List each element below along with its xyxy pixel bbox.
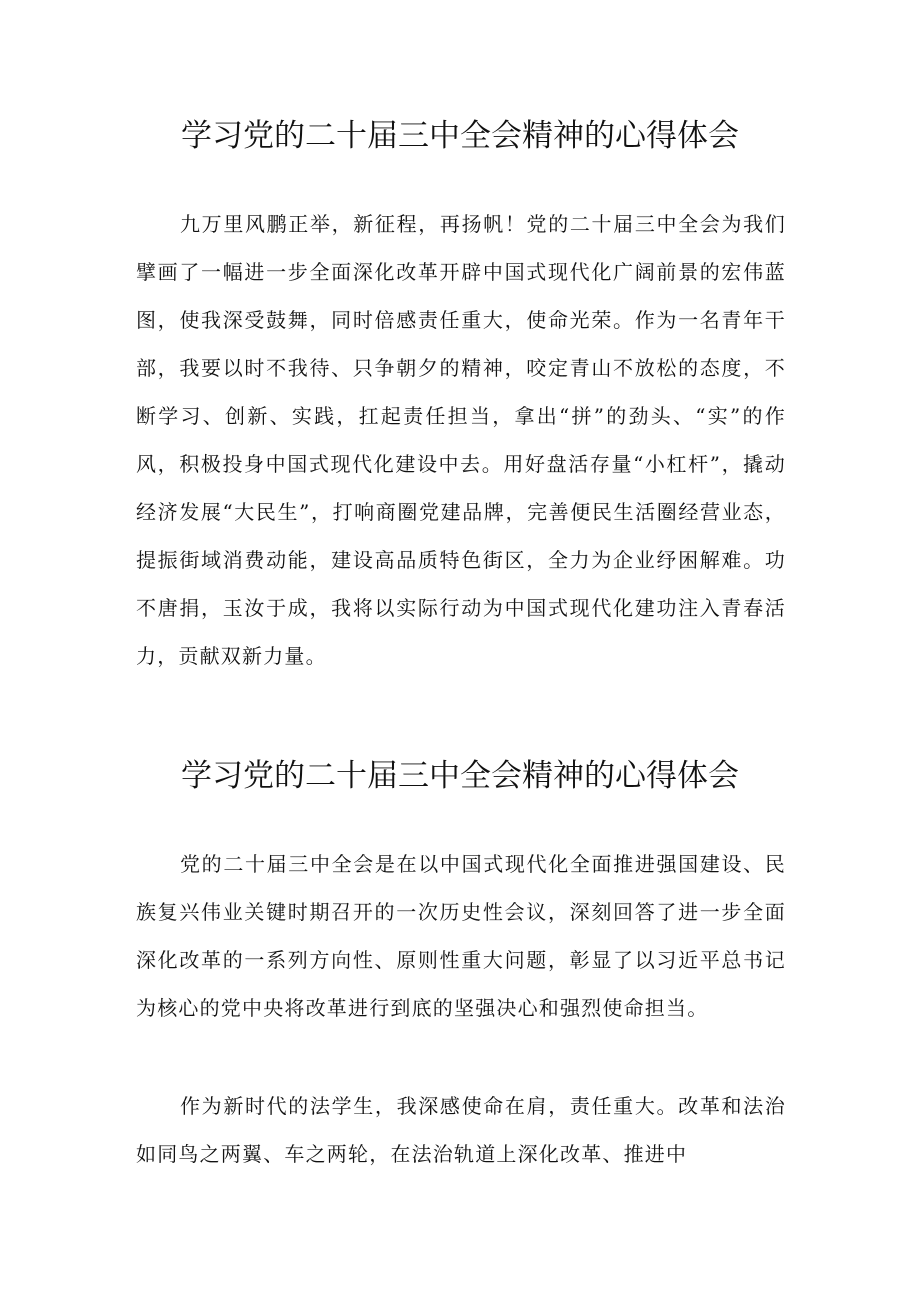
section-2-title: 学习党的二十届三中全会精神的心得体会	[181, 758, 739, 794]
section-1-paragraph-1: 九万里风鹏正举，新征程，再扬帆！党的二十届三中全会为我们擘画了一幅进一步全面深化改革开辟中国式现代化广阔前景的宏伟蓝图，使我深受鼓舞，同时倍感责任重大，使命光荣。作为一名青年干部，我要以时不我待、只争朝夕的精神，咬定青山不放松的态度，不断学习、创新、实践，扛起责任担当，拿出“拼”的劲头、“实”的作风，积极投身中国式现代化建设中去。用好盘活存量“小杠杆”，撬动经济发展“大民生”，打响商圈党建品牌，完善便民生活圈经营业态，提振街域消费动能，建设高品质特色街区，全力为企业纾困解难。功不唐捐，玉汝于成，我将以实际行动为中国式现代化建功注入青春活力，贡献双新力量。	[136, 212, 786, 668]
section-2-paragraph-2: 作为新时代的法学生，我深感使命在肩，责任重大。改革和法治如同鸟之两翼、车之两轮，在法治轨道上深化改革、推进中	[136, 1094, 786, 1166]
section-2-paragraph-1: 党的二十届三中全会是在以中国式现代化全面推进强国建设、民族复兴伟业关键时期召开的一次历史性会议，深刻回答了进一步全面深化改革的一系列方向性、原则性重大问题，彰显了以习近平总书记为核心的党中央将改革进行到底的坚强决心和强烈使命担当。	[136, 852, 786, 1020]
section-1-title: 学习党的二十届三中全会精神的心得体会	[181, 118, 739, 154]
